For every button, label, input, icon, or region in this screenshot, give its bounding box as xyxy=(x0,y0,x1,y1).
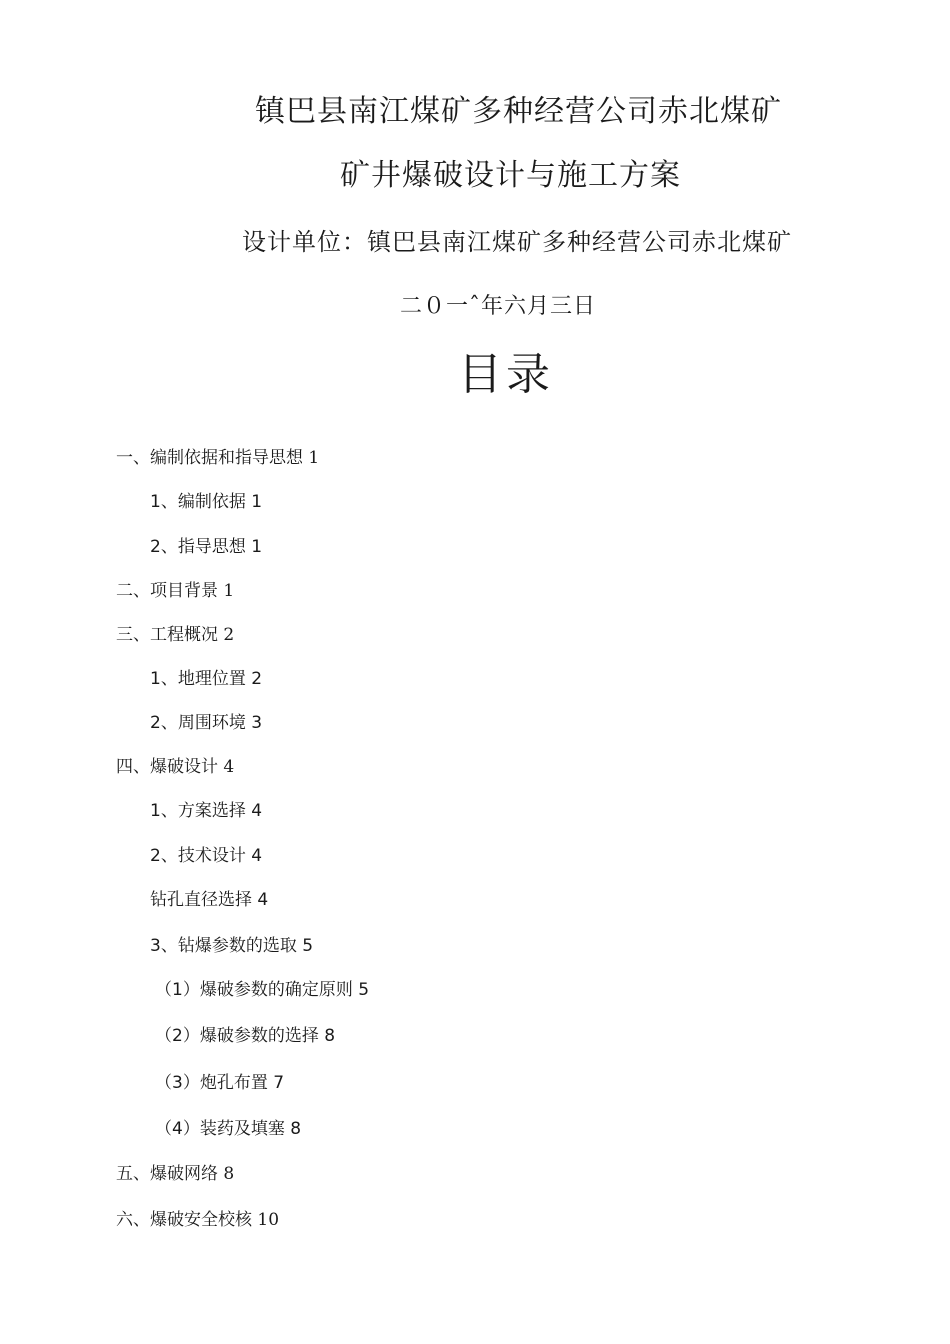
toc-entry: 钻孔直径选择 4 xyxy=(150,890,269,910)
toc-entry: 1、方案选择 4 xyxy=(150,801,263,821)
document-title-line-2: 矿井爆破设计与施工方案 xyxy=(340,158,681,193)
design-unit: 设计单位：镇巴县南江煤矿多种经营公司赤北煤矿 xyxy=(242,228,792,256)
toc-entry: 一、编制依据和指导思想 1 xyxy=(116,448,320,468)
toc-entry: 六、爆破安全校核 10 xyxy=(116,1210,280,1230)
toc-entry: （1）爆破参数的确定原则 5 xyxy=(155,980,370,1000)
toc-entry: 2、周围环境 3 xyxy=(150,713,263,733)
toc-entry: 五、爆破网络 8 xyxy=(116,1164,235,1184)
toc-heading: 目录 xyxy=(458,349,554,400)
toc-entry: （4）装药及填塞 8 xyxy=(155,1119,302,1139)
toc-entry: 2、技术设计 4 xyxy=(150,846,263,866)
document-date: 二０一ˆ年六月三日 xyxy=(400,294,597,319)
toc-entry: 二、项目背景 1 xyxy=(116,581,235,601)
toc-entry: （2）爆破参数的选择 8 xyxy=(155,1026,336,1046)
document-title-line-1: 镇巴县南江煤矿多种经营公司赤北煤矿 xyxy=(255,94,782,129)
toc-entry: 1、编制依据 1 xyxy=(150,492,263,512)
toc-entry: （3）炮孔布置 7 xyxy=(155,1073,285,1093)
toc-entry: 1、地理位置 2 xyxy=(150,669,263,689)
toc-entry: 3、钻爆参数的选取 5 xyxy=(150,936,314,956)
toc-entry: 2、指导思想 1 xyxy=(150,537,263,557)
toc-entry: 四、爆破设计 4 xyxy=(116,757,235,777)
toc-entry: 三、工程概况 2 xyxy=(116,625,235,645)
